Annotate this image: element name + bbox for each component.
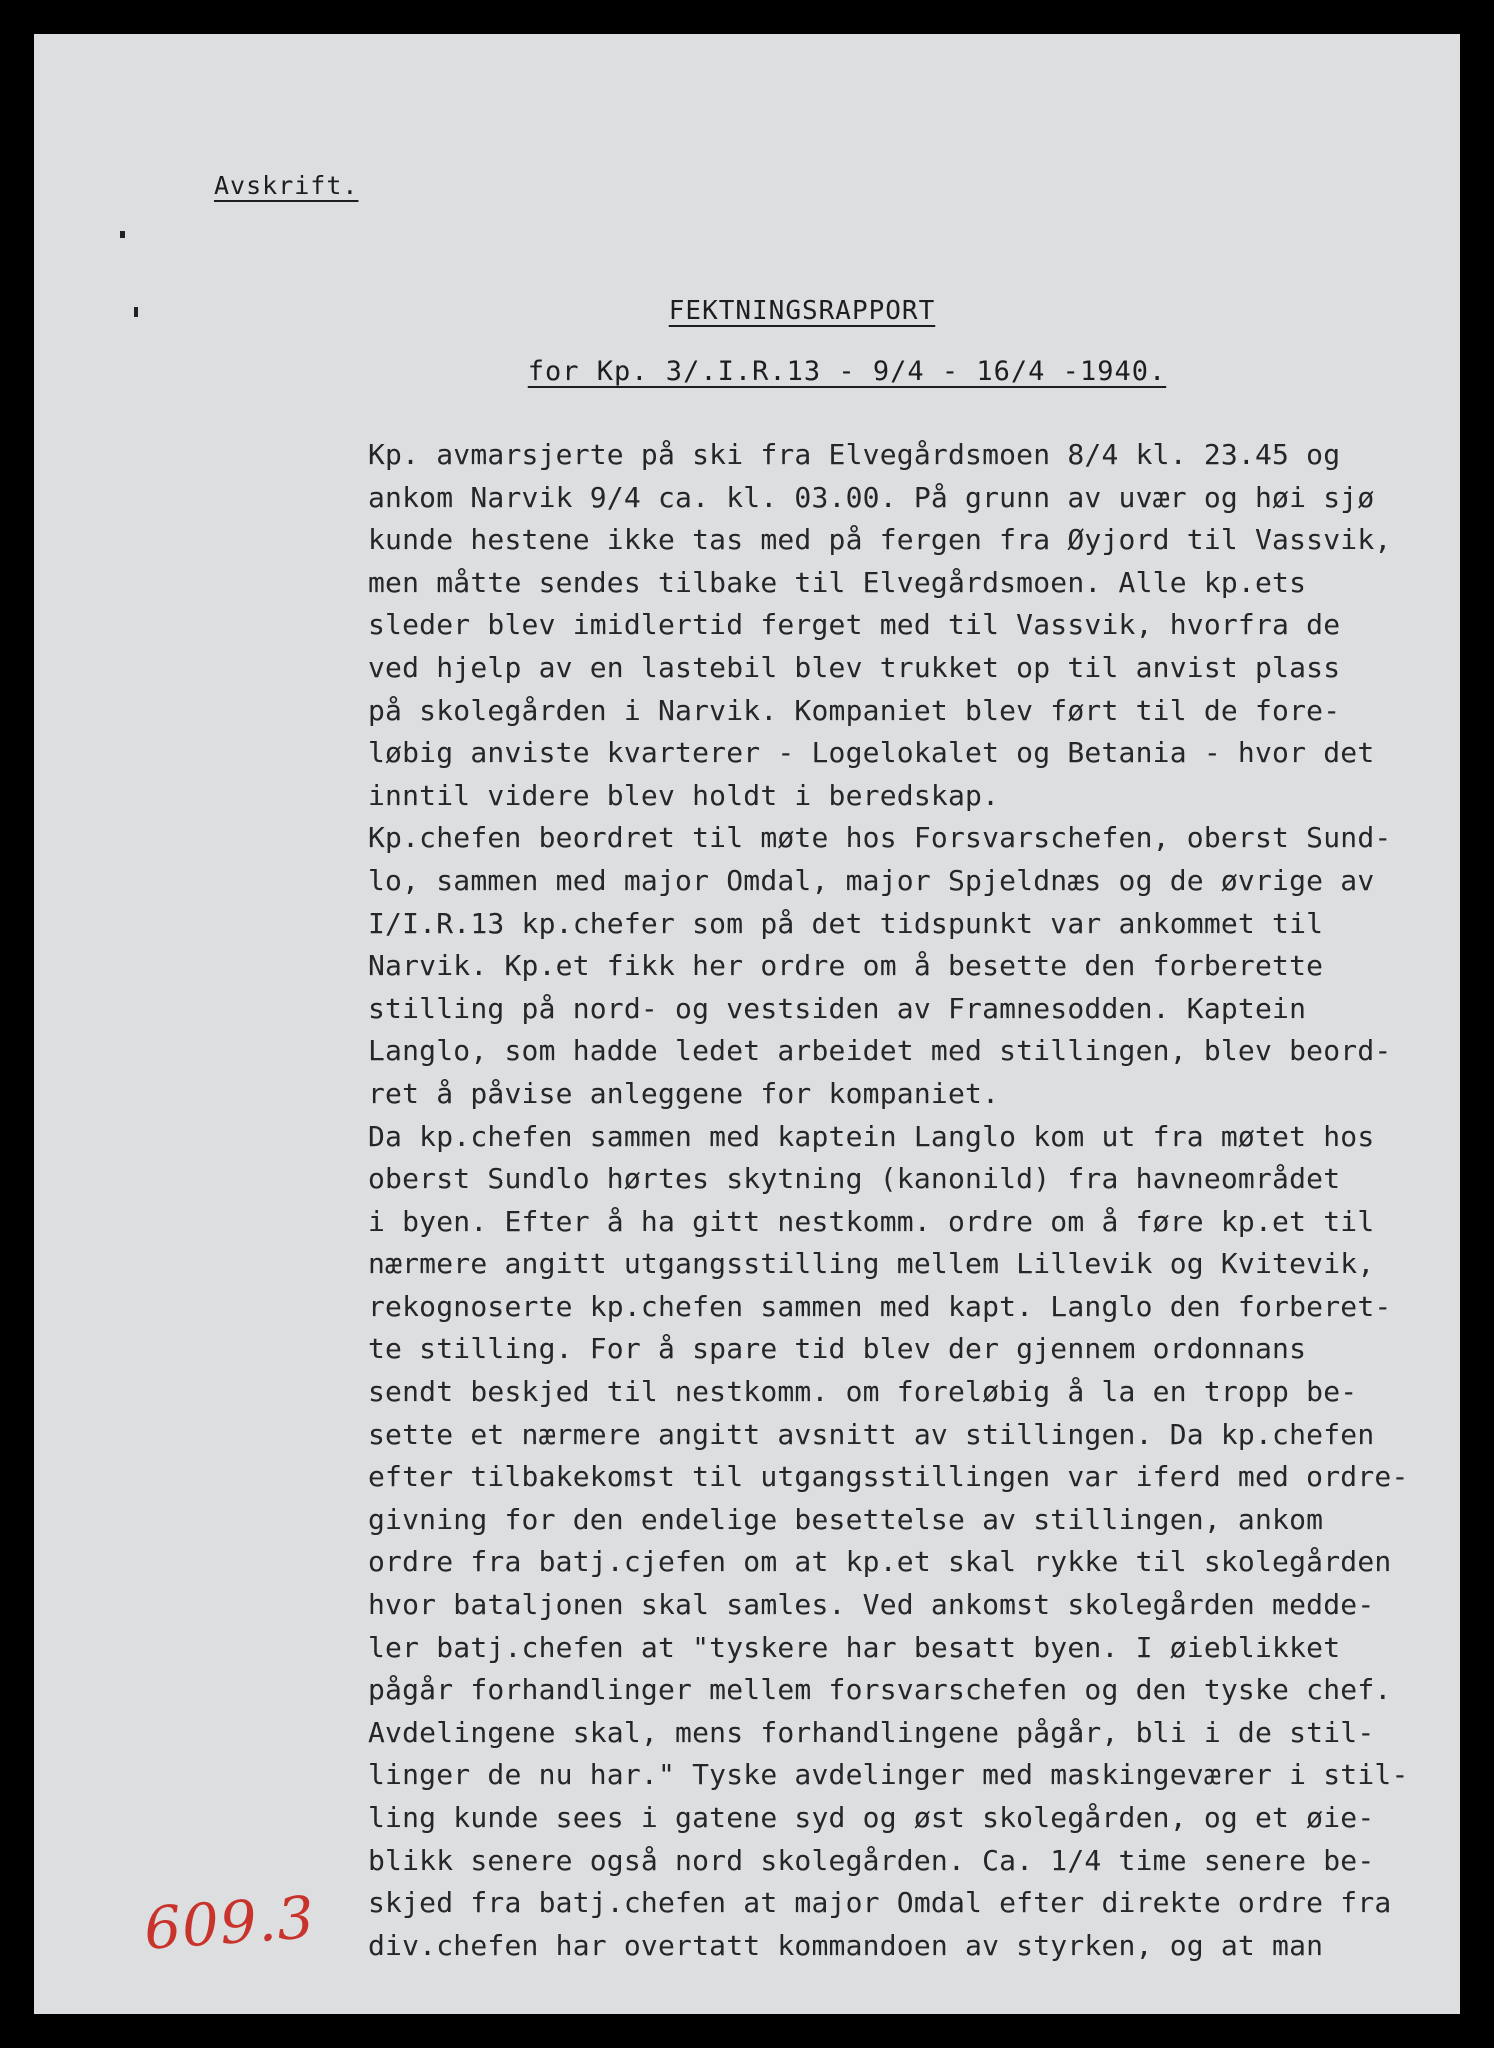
report-title: FEKTNINGSRAPPORT: [668, 296, 936, 326]
body-line: på skolegården i Narvik. Kompaniet blev ført til de fore-: [368, 693, 1341, 727]
body-line: skjed fra batj.chefen at major Omdal efter direkte ordre fra: [368, 1886, 1392, 1920]
body-line: givning for den endelige besettelse av stillingen, ankom: [368, 1502, 1324, 1536]
body-line: hvor bataljonen skal samles. Ved ankomst skolegården medde-: [368, 1588, 1375, 1622]
body-line: ved hjelp av en lastebil blev trukket op til anvist plass: [368, 650, 1341, 684]
margin-mark: [120, 231, 125, 238]
body-line: efter tilbakekomst til utgangsstillingen var iferd med ordre-: [368, 1460, 1409, 1494]
document-page: [34, 34, 1460, 2014]
body-line: kunde hestene ikke tas med på fergen fra Øyjord til Vassvik,: [368, 523, 1392, 557]
body-line: Kp. avmarsjerte på ski fra Elvegårdsmoen 8/4 kl. 23.45 og: [368, 438, 1341, 471]
body-line: i byen. Efter å ha gitt nestkomm. ordre om å føre kp.et til: [368, 1204, 1375, 1238]
body-line: ling kunde sees i gatene syd og øst skolegården, og et øie-: [368, 1801, 1375, 1834]
body-line: Da kp.chefen sammen med kaptein Langlo kom ut fra møtet hos: [368, 1119, 1375, 1153]
body-line: sendt beskjed til nestkomm. om foreløbig å la en tropp be-: [368, 1375, 1358, 1409]
body-line: ler batj.chefen at "tyskere har besatt byen. I øieblikket: [368, 1630, 1341, 1664]
body-line: inntil videre blev holdt i beredskap.: [368, 778, 1000, 812]
body-line: lo, sammen med major Omdal, major Spjeldnæs og de øvrige av: [368, 863, 1375, 897]
body-line: ordre fra batj.cjefen om at kp.et skal rykke til skolegården: [368, 1545, 1392, 1579]
body-line: rekognoserte kp.chefen sammen med kapt. Langlo den forberet-: [368, 1289, 1392, 1323]
body-line: pågår forhandlinger mellem forsvarschefen og den tyske chef.: [368, 1673, 1392, 1707]
body-line: oberst Sundlo hørtes skytning (kanonild) fra havneområdet: [368, 1162, 1341, 1196]
body-line: ankom Narvik 9/4 ca. kl. 03.00. På grunn av uvær og høi sjø: [368, 480, 1375, 514]
body-line: blikk senere også nord skolegården. Ca. 1/4 time senere be-: [368, 1843, 1375, 1877]
body-line: sette et nærmere angitt avsnitt av stillingen. Da kp.chefen: [368, 1417, 1375, 1451]
archive-number: 609.3: [141, 1883, 318, 1963]
body-line: I/I.R.13 kp.chefer som på det tidspunkt var ankommet til: [368, 906, 1324, 940]
report-subtitle: for Kp. 3/.I.R.13 - 9/4 - 16/4 -1940.: [527, 356, 1167, 387]
body-line: div.chefen har overtatt kommandoen av styrken, og at man: [368, 1928, 1324, 1962]
body-line: men måtte sendes tilbake til Elvegårdsmoen. Alle kp.ets: [368, 565, 1307, 599]
body-line: nærmere angitt utgangsstilling mellem Lillevik og Kvitevik,: [368, 1247, 1375, 1281]
body-line: sleder blev imidlertid ferget med til Vassvik, hvorfra de: [368, 608, 1341, 642]
body-line: ret å påvise anleggene for kompaniet.: [368, 1076, 1000, 1110]
body-line: Narvik. Kp.et fikk her ordre om å besette den forberette: [368, 949, 1324, 983]
header-label: Avskrift.: [214, 171, 359, 200]
report-body: [368, 434, 1448, 1967]
body-line: stilling på nord- og vestsiden av Framnesodden. Kaptein: [368, 991, 1307, 1025]
body-line: te stilling. For å spare tid blev der gjennem ordonnans: [368, 1332, 1307, 1366]
body-line: Kp.chefen beordret til møte hos Forsvarschefen, oberst Sund-: [368, 821, 1392, 855]
body-line: linger de nu har." Tyske avdelinger med maskingeværer i stil-: [368, 1758, 1409, 1792]
body-line: Langlo, som hadde ledet arbeidet med stillingen, blev beord-: [368, 1034, 1392, 1068]
body-line: Avdelingene skal, mens forhandlingene pågår, bli i de stil-: [368, 1715, 1375, 1749]
body-line: løbig anviste kvarterer - Logelokalet og Betania - hvor det: [368, 736, 1375, 770]
